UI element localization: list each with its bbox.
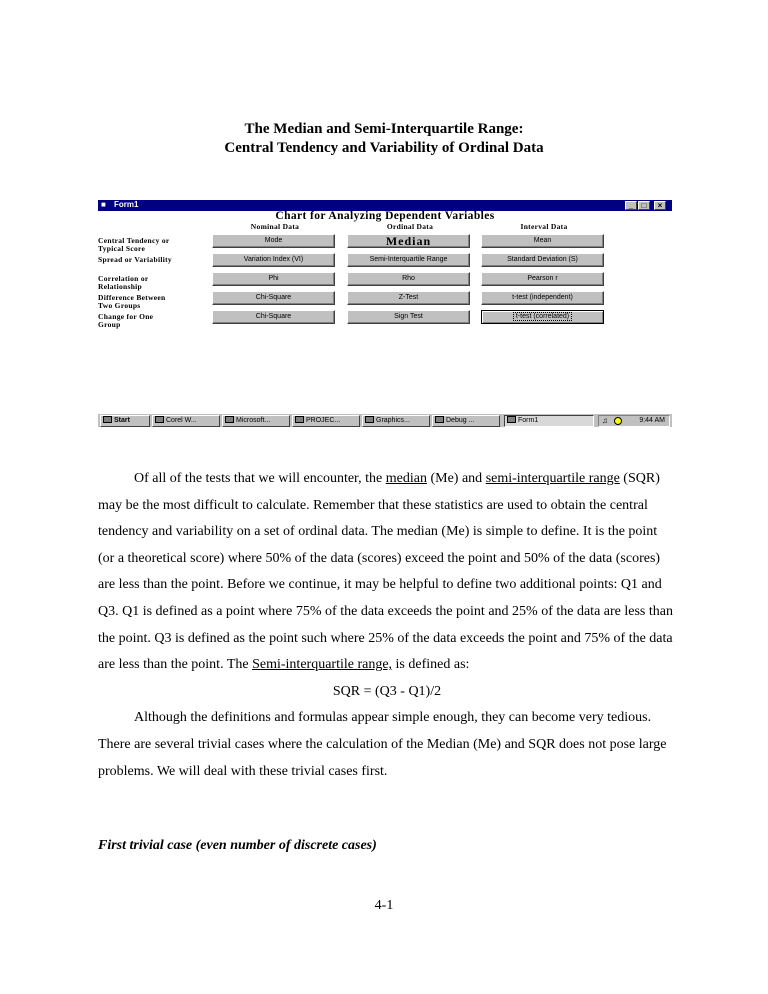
body-text	[98, 466, 676, 785]
start-button[interactable]: Start	[100, 415, 150, 427]
pearson-r-button[interactable]: Pearson r	[481, 272, 604, 286]
system-tray	[598, 415, 670, 427]
col-header-nominal: Nominal Data	[250, 222, 300, 231]
embedded-screenshot	[98, 200, 672, 427]
rho-button[interactable]: Rho	[347, 272, 470, 286]
col-header-interval: Interval Data	[520, 222, 568, 231]
paragraph-1: Of all of the tests that we will encounter, the median (Me) and semi-interquartile range (SQR) may be the most difficult to calculate. Remember that these statistics are used to obtain the central tendency and variability on a set of ordinal data. The median (Me) is simple to define. It is the point (or a theoretical score) where 50% of the data (scores) exceed the point and 50% of the data (scores) are less than the point. Before we continue, it may be helpful to define two additional points: Q1 and Q3. Q1 is defined as a point where 75% of the data exceeds the point and 25% of the data are less than the point. Q3 is defined as the point such where 25% of the data exceeds the point and 75% of the data are less than the point. The Semi-interquartile range, is defined as:	[98, 471, 673, 673]
smiley-icon[interactable]	[614, 417, 622, 425]
sqr-term: semi-interquartile range	[485, 471, 620, 486]
taskbar-project[interactable]: PROJEC...	[292, 415, 360, 427]
app-icon	[365, 416, 374, 423]
semi-interquartile-range-button[interactable]: Semi-Interquartile Range	[347, 253, 470, 267]
app-icon	[225, 416, 234, 423]
maximize-icon[interactable]: □	[638, 201, 650, 210]
row-label-change: Change for One Group	[98, 312, 154, 329]
app-icon	[295, 416, 304, 423]
row-label-central-tendency: Central Tendency or Typical Score	[98, 236, 170, 253]
title-line-1: The Median and Semi-Interquartile Range:	[244, 121, 524, 137]
variation-index-button[interactable]: Variation Index (VI)	[212, 253, 335, 267]
mean-button[interactable]: Mean	[481, 234, 604, 248]
paragraph-2: Although the definitions and formulas appear simple enough, they can become very tedious. There are several trivial cases where the calculation of the Median (Me) and SQR does not pose large problems. We will deal with these trivial cases first.	[98, 710, 667, 779]
taskbar-corel[interactable]: Corel W...	[152, 415, 220, 427]
chi-square-one-group-button[interactable]: Chi-Square	[212, 310, 335, 324]
window-system-icon[interactable]: ■	[101, 200, 106, 209]
close-icon[interactable]: ×	[654, 201, 666, 210]
taskbar	[98, 413, 672, 427]
sign-test-button[interactable]: Sign Test	[347, 310, 470, 324]
app-icon	[435, 416, 444, 423]
phi-button[interactable]: Phi	[212, 272, 335, 286]
t-test-independent-button[interactable]: t-test (independent)	[481, 291, 604, 305]
z-test-button[interactable]: Z-Test	[347, 291, 470, 305]
taskbar-graphics[interactable]: Graphics...	[362, 415, 430, 427]
mode-button[interactable]: Mode	[212, 234, 335, 248]
minimize-icon[interactable]: _	[625, 201, 637, 210]
title-line-2: Central Tendency and Variability of Ordinal Data	[224, 140, 544, 156]
t-test-correlated-button[interactable]: t-test (correlated)	[481, 310, 604, 324]
chart-title: Chart for Analyzing Dependent Variables	[275, 210, 495, 222]
sqr-formula: SQR = (Q3 - Q1)/2	[332, 683, 442, 699]
window-title: Form1	[114, 200, 139, 209]
taskbar-debug[interactable]: Debug ...	[432, 415, 500, 427]
standard-deviation-button[interactable]: Standard Deviation (S)	[481, 253, 604, 267]
row-label-correlation: Correlation or Relationship	[98, 274, 149, 291]
chi-square-button[interactable]: Chi-Square	[212, 291, 335, 305]
col-header-ordinal: Ordinal Data	[386, 222, 434, 231]
median-button[interactable]: Median	[347, 234, 470, 248]
page-number: 4-1	[374, 898, 394, 913]
median-term: median	[385, 471, 427, 486]
document-title	[0, 120, 768, 158]
windows-logo-icon	[103, 416, 112, 423]
row-label-spread: Spread or Variability	[98, 255, 172, 264]
clock[interactable]: 9:44 AM	[639, 417, 665, 424]
row-label-difference: Difference Between Two Groups	[98, 293, 166, 310]
sqr-definition-term: Semi-interquartile range,	[252, 657, 393, 673]
app-icon	[507, 416, 516, 423]
speaker-icon[interactable]: ♫	[602, 416, 608, 425]
subheading: First trivial case (even number of discrete cases)	[98, 838, 377, 853]
app-icon	[155, 416, 164, 423]
taskbar-microsoft[interactable]: Microsoft...	[222, 415, 290, 427]
taskbar-form1[interactable]: Form1	[504, 415, 594, 427]
